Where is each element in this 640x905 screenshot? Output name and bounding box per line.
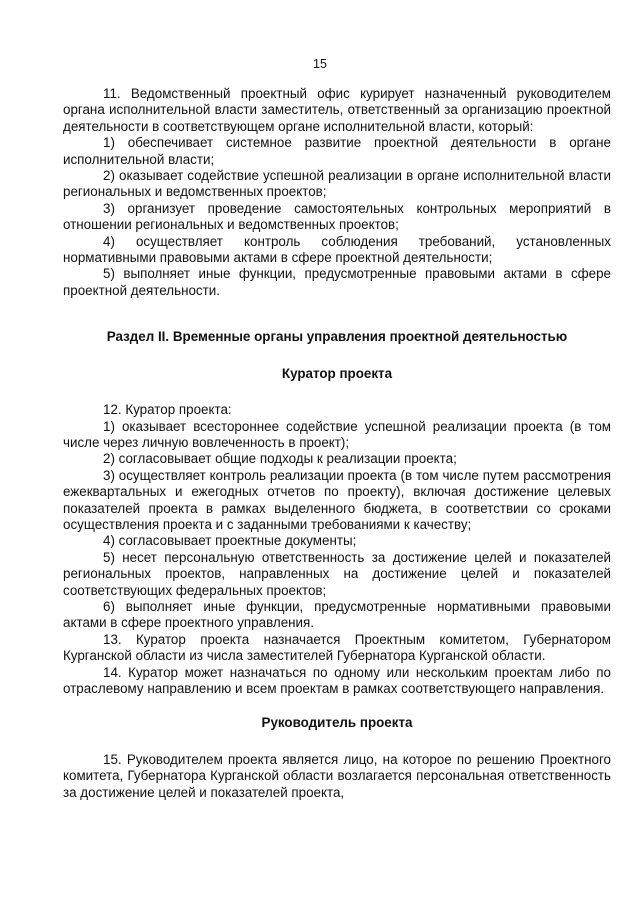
paragraph-11-item-3: 3) организует проведение самостоятельных контрольных мероприятий в отношении региональных и ведомственных проектов; xyxy=(63,200,611,233)
paragraph-12-item-1: 1) оказывает всестороннее содействие успешной реализации проекта (в том числе через личную вовлеченность в проект); xyxy=(63,418,611,450)
curator-heading: Куратор проекта xyxy=(281,365,393,381)
paragraph-11: 11. Ведомственный проектный офис курирует назначенный руководителем органа исполнительной власти заместитель, ответственный за организацию проектной деятельности в соответствующем органе исполнительной власти, который: xyxy=(63,86,611,134)
paragraph-12-item-2: 2) согласовывает общие подходы к реализации проекта; xyxy=(103,451,457,467)
paragraph-11-item-5: 5) выполняет иные функции, предусмотренные правовыми актами в сфере проектной деятельности. xyxy=(63,266,611,298)
paragraph-12-item-5: 5) несет персональную ответственность за достижение целей и показателей региональных проектов, направленных на достижение целей и показателей соответствующих федеральных проектов; xyxy=(63,549,611,598)
leader-heading: Руководитель проекта xyxy=(261,715,413,731)
paragraph-11-item-4: 4) осуществляет контроль соблюдения требований, установленных нормативными правовыми актами в сфере проектной деятельности; xyxy=(63,233,611,266)
paragraph-15: 15. Руководителем проекта является лицо, на которое по решению Проектного комитета, Губернатора Курганской области возлагается персональная ответственность за достижение целей и показателей проекта, xyxy=(63,751,611,800)
paragraph-12-item-4: 4) согласовывает проектные документы; xyxy=(103,533,357,549)
paragraph-12: 12. Куратор проекта: xyxy=(103,402,232,418)
paragraph-11-item-1: 1) обеспечивает системное развитие проектной деятельности в органе исполнительной власти; xyxy=(63,135,611,167)
paragraph-14: 14. Куратор может назначаться по одному или нескольким проектам либо по отраслевому направлению и всем проектам в рамках соответствующего направления. xyxy=(63,664,611,696)
paragraph-11-item-2: 2) оказывает содействие успешной реализации в органе исполнительной власти региональных и ведомственных проектов; xyxy=(63,168,611,200)
document-body xyxy=(63,86,611,801)
paragraph-13: 13. Куратор проекта назначается Проектным комитетом, Губернатором Курганской области из числа заместителей Губернатора Курганской области. xyxy=(63,631,611,664)
paragraph-12-item-3: 3) осуществляет контроль реализации проекта (в том числе путем рассмотрения ежеквартальных и ежегодных отчетов по проекту), включая достижение целевых показателей проекта в рамках выделенного бюджета, в соответствии со сроками осуществления проекта и с заданными требованиями к качеству; xyxy=(63,467,611,532)
page-number: 15 xyxy=(313,57,327,71)
paragraph-12-item-6: 6) выполняет иные функции, предусмотренные нормативными правовыми актами в сфере проектного управления. xyxy=(63,598,611,631)
section-heading: Раздел II. Временные органы управления проектной деятельностью xyxy=(106,329,568,345)
